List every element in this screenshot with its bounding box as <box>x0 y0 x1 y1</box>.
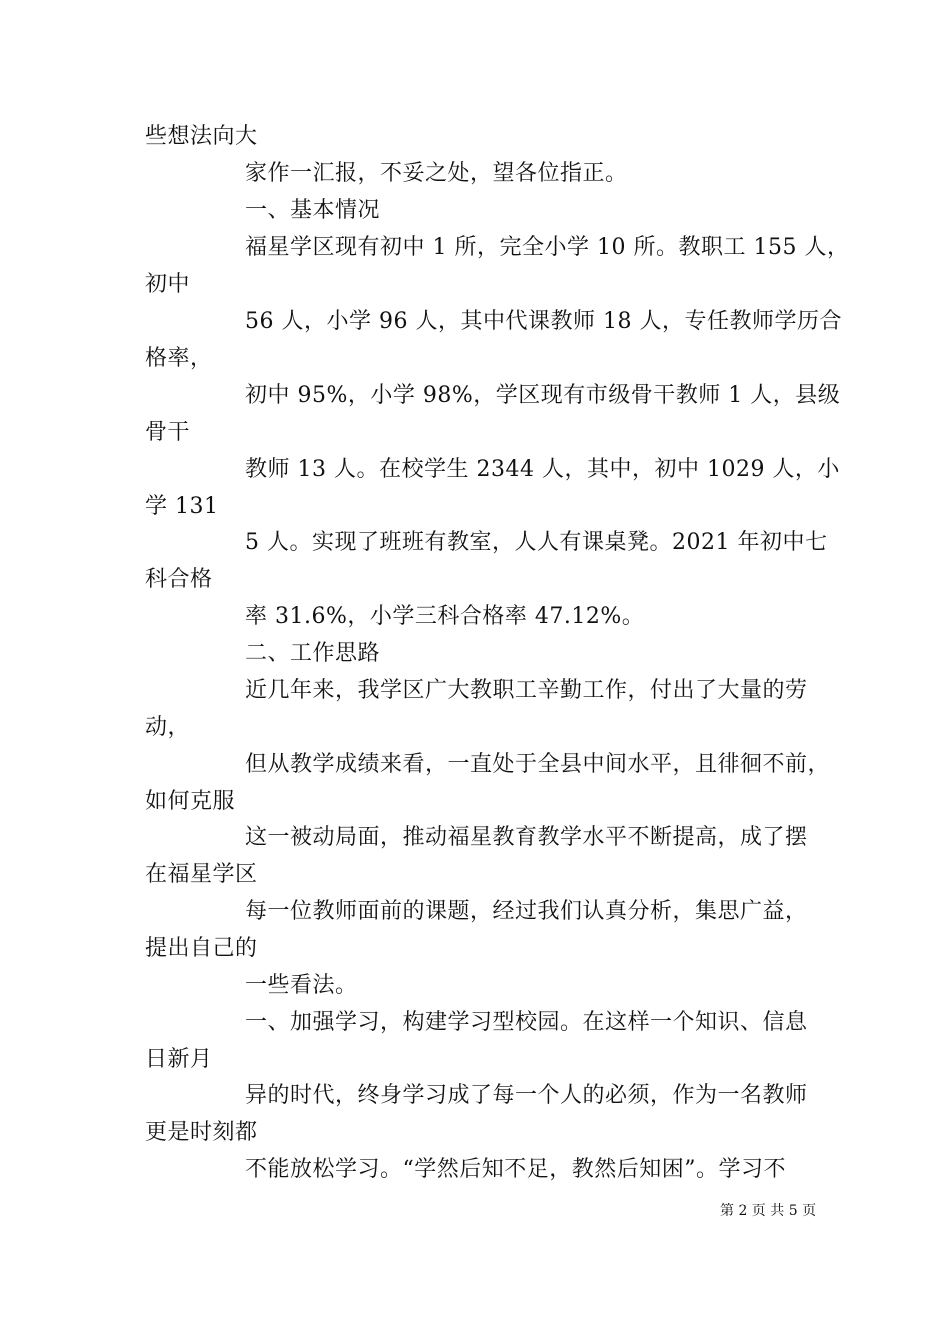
text-line: 在福星学区 <box>145 862 258 887</box>
section-heading: 二、工作思路 <box>245 641 381 666</box>
text-line: 些想法向大 <box>145 124 258 149</box>
text-line: 近几年来，我学区广大教职工辛勤工作，付出了大量的劳 <box>245 678 808 703</box>
text-line: 动， <box>145 715 191 740</box>
text-line: 格率， <box>145 346 213 371</box>
text-line: 56 人，小学 96 人，其中代课教师 18 人，专任教师学历合 <box>245 309 842 334</box>
text-line: 初中 95%，小学 98%，学区现有市级骨干教师 1 人，县级 <box>245 383 841 408</box>
text-line: 每一位教师面前的课题，经过我们认真分析，集思广益， <box>245 899 808 924</box>
text-line: 这一被动局面，推动福星教育教学水平不断提高，成了摆 <box>245 825 808 850</box>
text-line: 福星学区现有初中 1 所，完全小学 10 所。教职工 155 人， <box>245 235 850 260</box>
text-line: 率 31.6%，小学三科合格率 47.12%。 <box>245 604 645 629</box>
text-line: 异的时代，终身学习成了每一个人的必须，作为一名教师 <box>245 1083 808 1108</box>
text-line: 但从教学成绩来看，一直处于全县中间水平，且徘徊不前， <box>245 752 831 777</box>
text-line: 5 人。实现了班班有教室，人人有课桌凳。2021 年初中七 <box>245 530 828 555</box>
text-line: 初中 <box>145 272 191 297</box>
text-line: 不能放松学习。“学然后知不足，教然后知困”。学习不 <box>245 1157 786 1182</box>
text-line: 教师 13 人。在校学生 2344 人，其中，初中 1029 人，小 <box>245 457 840 482</box>
text-line: 如何克服 <box>145 789 236 814</box>
text-line: 提出自己的 <box>145 936 258 961</box>
text-line: 骨干 <box>145 420 191 445</box>
text-line: 一、加强学习，构建学习型校园。在这样一个知识、信息 <box>245 1010 808 1035</box>
text-line: 学 131 <box>145 494 219 519</box>
text-line: 一些看法。 <box>245 973 358 998</box>
page-number-footer: 第 2 页 共 5 页 <box>720 1203 817 1219</box>
text-line: 更是时刻都 <box>145 1120 258 1145</box>
section-heading: 一、基本情况 <box>245 198 381 223</box>
text-line: 日新月 <box>145 1047 213 1072</box>
text-line: 家作一汇报，不妥之处，望各位指正。 <box>245 161 628 186</box>
text-line: 科合格 <box>145 567 213 592</box>
